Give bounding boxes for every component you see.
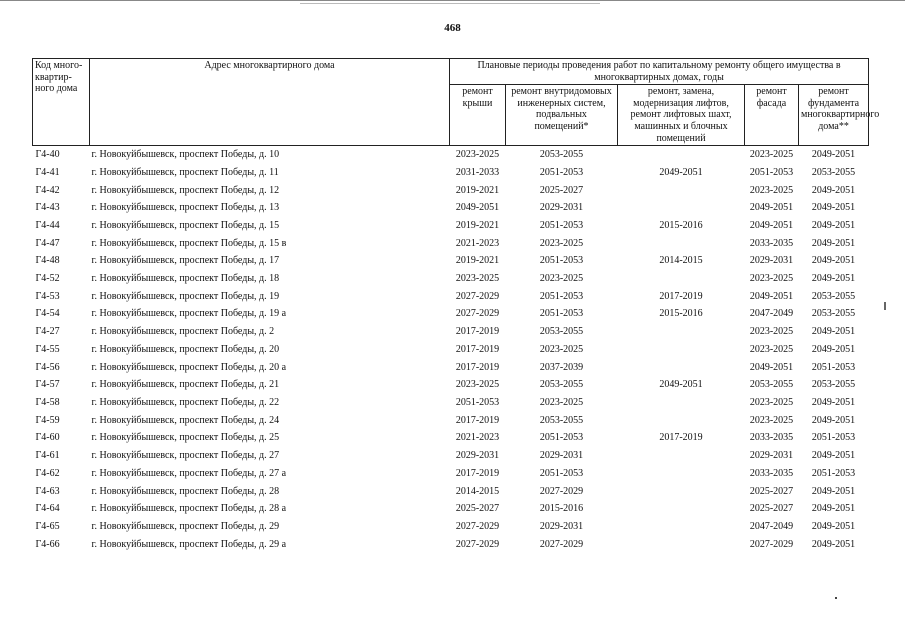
cell-lifts bbox=[618, 518, 745, 536]
cell-lifts bbox=[618, 483, 745, 501]
cell-systems: 2051-2053 bbox=[539, 308, 584, 320]
cell-roof: 2021-2023 bbox=[455, 237, 500, 249]
cell-facade: 2025-2027 bbox=[749, 485, 794, 497]
cell-roof: 2017-2019 bbox=[455, 343, 500, 355]
cell-code: Г4-58 bbox=[35, 397, 60, 408]
cell-facade: 2023-2025 bbox=[749, 184, 794, 196]
cell-systems: 2023-2025 bbox=[539, 237, 584, 249]
cell-foundation: 2049-2051 bbox=[811, 485, 856, 497]
cell-facade: 2029-2031 bbox=[749, 450, 794, 462]
cell-lifts: 2017-2019 bbox=[659, 290, 703, 302]
cell-systems: 2053-2055 bbox=[539, 379, 584, 391]
cell-code: Г4-56 bbox=[35, 361, 60, 373]
cell-address: г. Новокуйбышевск, проспект Победы, д. 27 а bbox=[91, 467, 287, 479]
cell-facade: 2033-2035 bbox=[749, 237, 794, 249]
table-row bbox=[33, 500, 869, 518]
table-row bbox=[33, 341, 869, 359]
cell-roof: 2023-2025 bbox=[455, 379, 500, 391]
cell-code: Г4-52 bbox=[35, 273, 60, 285]
cell-address: г. Новокуйбышевск, проспект Победы, д. 19 bbox=[91, 290, 280, 302]
cell-code: Г4-65 bbox=[35, 520, 60, 532]
cell-lifts bbox=[618, 447, 745, 465]
cell-systems: 2023-2025 bbox=[539, 343, 584, 355]
table-row bbox=[33, 323, 869, 341]
cell-address: г. Новокуйбышевск, проспект Победы, д. 29 bbox=[91, 520, 280, 532]
cell-facade: 2029-2031 bbox=[749, 255, 794, 267]
cell-code: Г4-42 bbox=[35, 184, 60, 196]
cell-lifts: 2014-2015 bbox=[659, 255, 703, 267]
table-row bbox=[33, 164, 869, 182]
cell-address: г. Новокуйбышевск, проспект Победы, д. 17 bbox=[91, 255, 280, 267]
scan-speck bbox=[884, 302, 886, 310]
cell-systems: 2053-2055 bbox=[539, 414, 584, 426]
cell-code: Г4-60 bbox=[35, 432, 60, 444]
cell-foundation: 2049-2051 bbox=[811, 450, 856, 462]
cell-facade: 2033-2035 bbox=[749, 467, 794, 479]
cell-facade: 2049-2051 bbox=[749, 361, 794, 373]
cell-foundation: 2053-2055 bbox=[811, 379, 856, 391]
cell-systems: 2023-2025 bbox=[539, 397, 584, 408]
cell-systems: 2029-2031 bbox=[539, 520, 584, 532]
header-foundation: ремонт фундамента многоквартирного дома** bbox=[799, 85, 869, 146]
cell-facade: 2051-2053 bbox=[749, 166, 794, 178]
cell-lifts bbox=[618, 182, 745, 200]
cell-code: Г4-55 bbox=[35, 343, 60, 355]
cell-facade: 2023-2025 bbox=[749, 414, 794, 426]
cell-foundation: 2049-2051 bbox=[811, 184, 856, 196]
cell-address: г. Новокуйбышевск, проспект Победы, д. 20 а bbox=[91, 361, 287, 373]
table-row bbox=[33, 518, 869, 536]
scan-edge-line bbox=[0, 0, 905, 1]
cell-code: Г4-63 bbox=[35, 485, 60, 497]
cell-systems: 2023-2025 bbox=[539, 273, 584, 285]
header-roof: ремонт крыши bbox=[450, 85, 506, 146]
cell-foundation: 2053-2055 bbox=[811, 166, 856, 178]
cell-address: г. Новокуйбышевск, проспект Победы, д. 19 а bbox=[91, 308, 287, 320]
cell-code: Г4-41 bbox=[35, 166, 60, 178]
cell-code: Г4-64 bbox=[35, 503, 60, 515]
cell-facade: 2023-2025 bbox=[749, 343, 794, 355]
cell-roof: 2017-2019 bbox=[455, 361, 500, 373]
cell-code: Г4-61 bbox=[35, 450, 60, 462]
cell-lifts bbox=[618, 199, 745, 217]
cell-systems: 2051-2053 bbox=[539, 166, 584, 178]
cell-systems: 2053-2055 bbox=[539, 149, 584, 161]
cell-systems: 2029-2031 bbox=[539, 202, 584, 214]
cell-roof: 2019-2021 bbox=[455, 255, 500, 267]
header-row-1 bbox=[33, 59, 869, 85]
cell-code: Г4-53 bbox=[35, 290, 60, 302]
cell-systems: 2051-2053 bbox=[539, 432, 584, 444]
cell-address: г. Новокуйбышевск, проспект Победы, д. 24 bbox=[91, 414, 280, 426]
cell-address: г. Новокуйбышевск, проспект Победы, д. 27 bbox=[91, 450, 280, 462]
cell-address: г. Новокуйбышевск, проспект Победы, д. 29 а bbox=[91, 538, 287, 550]
cell-facade: 2047-2049 bbox=[749, 308, 794, 320]
cell-systems: 2037-2039 bbox=[539, 361, 584, 373]
header-facade: ремонт фасада bbox=[745, 85, 799, 146]
cell-foundation: 2049-2051 bbox=[811, 273, 856, 285]
cell-code: Г4-62 bbox=[35, 467, 60, 479]
cell-systems: 2015-2016 bbox=[539, 503, 584, 515]
cell-code: Г4-54 bbox=[35, 308, 60, 320]
cell-roof: 2023-2025 bbox=[455, 273, 500, 285]
cell-foundation: 2049-2051 bbox=[811, 237, 856, 249]
capital-repair-schedule-table bbox=[32, 58, 880, 553]
cell-facade: 2049-2051 bbox=[749, 202, 794, 214]
table-row bbox=[33, 394, 869, 412]
cell-roof: 2027-2029 bbox=[455, 308, 500, 320]
cell-facade: 2023-2025 bbox=[749, 397, 794, 408]
cell-systems: 2051-2053 bbox=[539, 290, 584, 302]
cell-roof: 2025-2027 bbox=[455, 503, 500, 515]
cell-address: г. Новокуйбышевск, проспект Победы, д. 21 bbox=[91, 379, 280, 391]
cell-foundation: 2049-2051 bbox=[811, 255, 856, 267]
cell-lifts bbox=[618, 146, 745, 164]
cell-address: г. Новокуйбышевск, проспект Победы, д. 13 bbox=[91, 202, 280, 214]
cell-foundation: 2049-2051 bbox=[811, 397, 856, 408]
cell-facade: 2023-2025 bbox=[749, 149, 794, 161]
cell-code: Г4-43 bbox=[35, 202, 60, 214]
table-row bbox=[33, 536, 869, 554]
cell-lifts bbox=[618, 341, 745, 359]
header-lifts: ремонт, замена, модернизация лифтов, ремонт лифтовых шахт, машинных и блочных помещений bbox=[618, 85, 745, 146]
cell-code: Г4-44 bbox=[35, 219, 60, 231]
table-row bbox=[33, 270, 869, 288]
table-row bbox=[33, 288, 869, 306]
cell-roof: 2051-2053 bbox=[455, 397, 500, 408]
cell-roof: 2019-2021 bbox=[455, 184, 500, 196]
header-planned-periods: Плановые периоды проведения работ по капитальному ремонту общего имущества в многоквартирных домах, годы bbox=[450, 59, 869, 85]
cell-lifts bbox=[618, 412, 745, 430]
cell-systems: 2025-2027 bbox=[539, 184, 584, 196]
cell-lifts: 2049-2051 bbox=[659, 166, 703, 178]
table-row bbox=[33, 305, 869, 323]
cell-roof: 2021-2023 bbox=[455, 432, 500, 444]
cell-lifts bbox=[618, 536, 745, 554]
cell-address: г. Новокуйбышевск, проспект Победы, д. 28 bbox=[91, 485, 280, 497]
cell-address: г. Новокуйбышевск, проспект Победы, д. 25 bbox=[91, 432, 280, 444]
cell-foundation: 2049-2051 bbox=[811, 343, 856, 355]
cell-roof: 2014-2015 bbox=[455, 485, 500, 497]
cell-roof: 2019-2021 bbox=[455, 219, 500, 231]
cell-address: г. Новокуйбышевск, проспект Победы, д. 18 bbox=[91, 273, 280, 285]
cell-foundation: 2049-2051 bbox=[811, 219, 856, 231]
cell-code: Г4-59 bbox=[35, 414, 60, 426]
cell-facade: 2027-2029 bbox=[749, 538, 794, 550]
cell-address: г. Новокуйбышевск, проспект Победы, д. 11 bbox=[91, 166, 279, 178]
cell-address: г. Новокуйбышевск, проспект Победы, д. 22 bbox=[91, 397, 280, 408]
cell-foundation: 2049-2051 bbox=[811, 326, 856, 338]
table-row bbox=[33, 483, 869, 501]
cell-foundation: 2049-2051 bbox=[811, 149, 856, 161]
cell-systems: 2051-2053 bbox=[539, 219, 584, 231]
table-row bbox=[33, 217, 869, 235]
cell-systems: 2051-2053 bbox=[539, 255, 584, 267]
cell-lifts bbox=[618, 394, 745, 412]
table-row bbox=[33, 252, 869, 270]
cell-lifts bbox=[618, 270, 745, 288]
cell-code: Г4-40 bbox=[35, 149, 60, 161]
cell-foundation: 2053-2055 bbox=[811, 290, 856, 302]
cell-code: Г4-27 bbox=[35, 326, 60, 338]
cell-roof: 2027-2029 bbox=[455, 290, 500, 302]
table-row bbox=[33, 447, 869, 465]
cell-address: г. Новокуйбышевск, проспект Победы, д. 12 bbox=[91, 184, 280, 196]
cell-lifts: 2015-2016 bbox=[659, 308, 703, 320]
header-address: Адрес многоквартирного дома bbox=[90, 59, 450, 146]
cell-lifts: 2049-2051 bbox=[659, 379, 703, 391]
cell-address: г. Новокуйбышевск, проспект Победы, д. 15 bbox=[91, 219, 280, 231]
cell-roof: 2027-2029 bbox=[455, 520, 500, 532]
page-number: 468 bbox=[444, 22, 461, 34]
cell-code: Г4-57 bbox=[35, 379, 60, 391]
cell-foundation: 2049-2051 bbox=[811, 520, 856, 532]
cell-address: г. Новокуйбышевск, проспект Победы, д. 10 bbox=[91, 149, 280, 161]
cell-address: г. Новокуйбышевск, проспект Победы, д. 15 в bbox=[91, 237, 287, 249]
cell-foundation: 2049-2051 bbox=[811, 414, 856, 426]
cell-lifts bbox=[618, 235, 745, 253]
cell-roof: 2031-2033 bbox=[455, 166, 500, 178]
header-code: Код много-квартир-ного дома bbox=[33, 59, 90, 146]
cell-facade: 2047-2049 bbox=[749, 520, 794, 532]
cell-lifts: 2017-2019 bbox=[659, 432, 703, 444]
cell-facade: 2049-2051 bbox=[749, 219, 794, 231]
cell-foundation: 2051-2053 bbox=[811, 432, 856, 444]
table-body bbox=[33, 146, 869, 554]
table-row bbox=[33, 376, 869, 394]
cell-roof: 2017-2019 bbox=[455, 326, 500, 338]
cell-roof: 2049-2051 bbox=[455, 202, 500, 214]
cell-facade: 2049-2051 bbox=[749, 290, 794, 302]
cell-lifts bbox=[618, 500, 745, 518]
table-row bbox=[33, 235, 869, 253]
cell-foundation: 2049-2051 bbox=[811, 503, 856, 515]
cell-roof: 2027-2029 bbox=[455, 538, 500, 550]
cell-foundation: 2053-2055 bbox=[811, 308, 856, 320]
cell-facade: 2053-2055 bbox=[749, 379, 794, 391]
table-row bbox=[33, 359, 869, 377]
cell-lifts bbox=[618, 465, 745, 483]
table-row bbox=[33, 199, 869, 217]
scan-speck bbox=[835, 597, 837, 599]
table-row bbox=[33, 182, 869, 200]
cell-lifts bbox=[618, 359, 745, 377]
cell-systems: 2027-2029 bbox=[539, 485, 584, 497]
cell-lifts bbox=[618, 323, 745, 341]
cell-systems: 2051-2053 bbox=[539, 467, 584, 479]
table-row bbox=[33, 429, 869, 447]
header-engineering-systems: ремонт внутридомовых инженерных систем, подвальных помещений* bbox=[506, 85, 618, 146]
cell-systems: 2027-2029 bbox=[539, 538, 584, 550]
cell-code: Г4-48 bbox=[35, 255, 60, 267]
cell-facade: 2023-2025 bbox=[749, 326, 794, 338]
cell-roof: 2023-2025 bbox=[455, 149, 500, 161]
cell-facade: 2033-2035 bbox=[749, 432, 794, 444]
cell-address: г. Новокуйбышевск, проспект Победы, д. 28 а bbox=[91, 503, 287, 515]
cell-lifts: 2015-2016 bbox=[659, 219, 703, 231]
cell-facade: 2025-2027 bbox=[749, 503, 794, 515]
cell-foundation: 2049-2051 bbox=[811, 202, 856, 214]
table-row bbox=[33, 412, 869, 430]
table-row bbox=[33, 146, 869, 164]
cell-roof: 2017-2019 bbox=[455, 414, 500, 426]
cell-address: г. Новокуйбышевск, проспект Победы, д. 20 bbox=[91, 343, 280, 355]
cell-foundation: 2051-2053 bbox=[811, 467, 856, 479]
cell-roof: 2029-2031 bbox=[455, 450, 500, 462]
cell-code: Г4-47 bbox=[35, 237, 60, 249]
table-row bbox=[33, 465, 869, 483]
cell-foundation: 2051-2053 bbox=[811, 361, 856, 373]
cell-systems: 2053-2055 bbox=[539, 326, 584, 338]
cell-address: г. Новокуйбышевск, проспект Победы, д. 2 bbox=[91, 326, 275, 338]
scan-edge-line bbox=[300, 3, 600, 4]
cell-code: Г4-66 bbox=[35, 538, 60, 550]
cell-facade: 2023-2025 bbox=[749, 273, 794, 285]
cell-foundation: 2049-2051 bbox=[811, 538, 856, 550]
cell-roof: 2017-2019 bbox=[455, 467, 500, 479]
cell-systems: 2029-2031 bbox=[539, 450, 584, 462]
